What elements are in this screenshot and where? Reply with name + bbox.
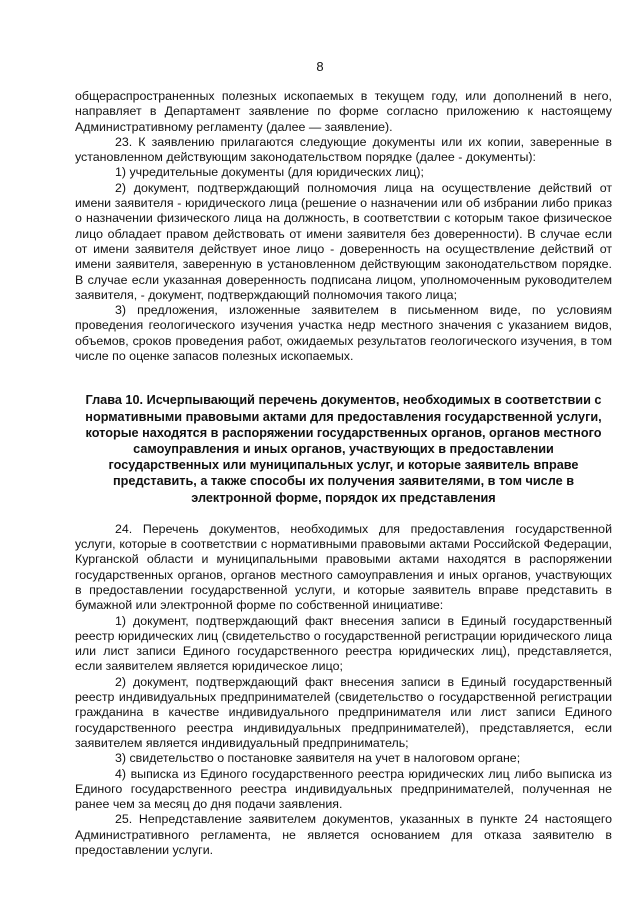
list-item-24-4: 4) выписка из Единого государственного реестра юридических лиц либо выписка из Единого государственного реестра индивидуальных предпринимателей, полученная не ранее чем за месяц до дня подачи заявления. xyxy=(75,766,612,812)
page-number: 8 xyxy=(316,59,324,74)
list-item-24-1: 1) документ, подтверждающий факт внесения записи в Единый государственный реестр юридических лиц (свидетельство о государственной регистрации юридического лица или лист записи Единого государственного реестра юридических лиц), представляется, если заявителем является юридическое лицо; xyxy=(75,613,612,674)
list-item-23-1: 1) учредительные документы (для юридических лиц); xyxy=(115,165,424,180)
list-item-24-3: 3) свидетельство о постановке заявителя на учет в налоговом органе; xyxy=(115,751,521,766)
document-body xyxy=(75,89,612,858)
list-item-24-2: 2) документ, подтверждающий факт внесения записи в Единый государственный реестр индивидуальных предпринимателей (свидетельство о государственной регистрации гражданина в качестве индивидуального предпринимателя или лист записи Единого государственного реестра индивидуальных предпринимателей), представляется, если заявителем является индивидуальный предприниматель; xyxy=(75,674,612,750)
list-item-23-3: 3) предложения, изложенные заявителем в письменном виде, по условиям проведения геологического изучения участка недр местного значения с указанием видов, объемов, сроков проведения работ, ожидаемых результатов геологического изучения, в том числе по оценке запасов полезных ископаемых. xyxy=(75,303,612,364)
paragraph-25: 25. Непредставление заявителем документов, указанных в пункте 24 настоящего Административного регламента, не является основанием для отказа заявителю в предоставлении услуги. xyxy=(75,812,612,857)
paragraph-continuation: общераспространенных полезных ископаемых в текущем году, или дополнений в него, направляет в Департамент заявление по форме согласно приложению к настоящему Административному регламенту (далее — заявление). xyxy=(75,89,612,134)
paragraph-24: 24. Перечень документов, необходимых для предоставления государственной услуги, которые в соответствии с нормативными правовыми актами Российской Федерации, Курганской области и муниципальными правовыми актами находятся в распоряжении государственных органов, органов местного самоуправления и иных органов, участвующих в предоставлении государственной услуги, и которые заявитель вправе представить в бумажной или электронной форме по собственной инициативе: xyxy=(75,521,612,613)
chapter-10-heading: Глава 10. Исчерпывающий перечень документов, необходимых в соответствии с нормативными правовыми актами для предоставления государственной услуги, которые находятся в распоряжении государственных органов, органов местного самоуправления и иных органов, участвующих в предоставлении государственных или муниципальных услуг, и которые заявитель вправе представить, а также способы их получения заявителями, в том числе в электронной форме, порядок их представления xyxy=(85,393,602,505)
paragraph-23: 23. К заявлению прилагаются следующие документы или их копии, заверенные в установленном действующим законодательством порядке (далее - документы): xyxy=(75,134,612,165)
list-item-23-2: 2) документ, подтверждающий полномочия лица на осуществление действий от имени заявителя - юридического лица (решение о назначении или об избрании либо приказ о назначении физического лица на должность, в соответствии с которым такое физическое лицо обладает правом действовать от имени заявителя без доверенности). В случае если от имени заявителя действует иное лицо - доверенность на осуществление действий от имени заявителя, заверенную в установленном действующим законодательством порядке. В случае если указанная доверенность подписана лицом, уполномоченным руководителем заявителя, - документ, подтверждающий полномочия такого лица; xyxy=(75,180,612,302)
